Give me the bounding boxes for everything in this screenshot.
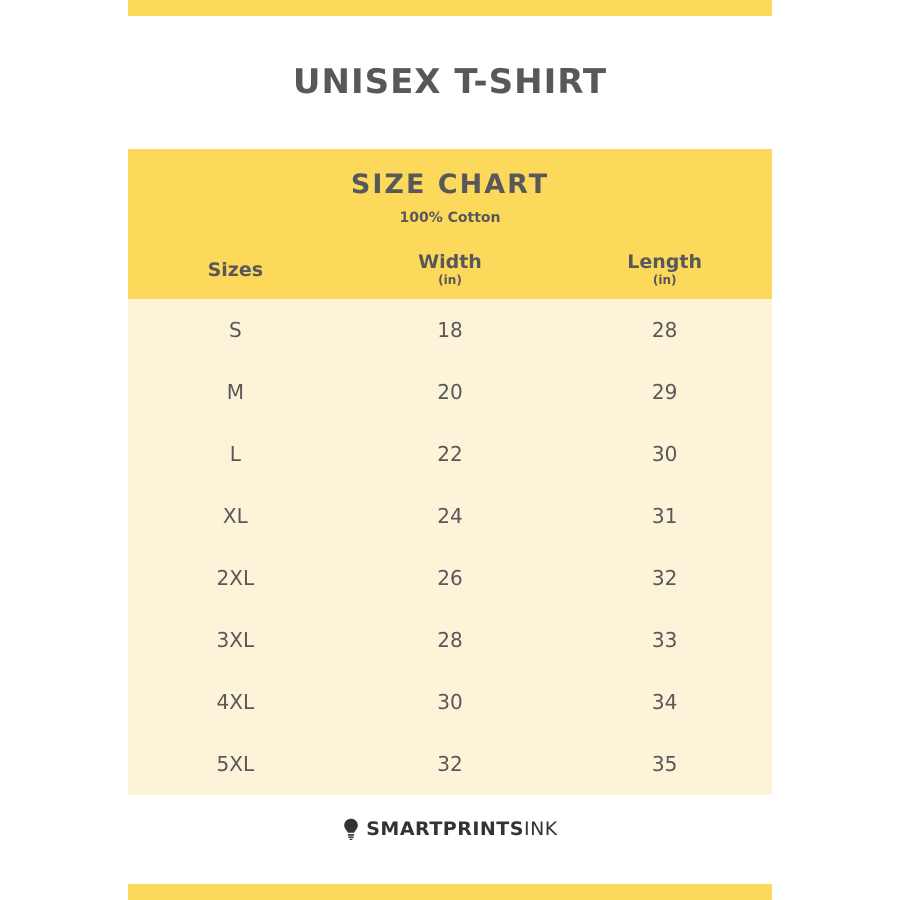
table-header-row bbox=[128, 242, 772, 299]
cell-width: 22 bbox=[343, 423, 558, 485]
table-row bbox=[128, 299, 772, 361]
cell-size: 5XL bbox=[128, 733, 343, 795]
cell-size: S bbox=[128, 299, 343, 361]
table-row bbox=[128, 671, 772, 733]
column-header-width bbox=[343, 242, 558, 299]
cell-size: XL bbox=[128, 485, 343, 547]
cell-length: 32 bbox=[557, 547, 772, 609]
column-header-length-label: Length bbox=[627, 251, 703, 274]
cell-width: 28 bbox=[343, 609, 558, 671]
brand-name-bold: SMARTPRINTS bbox=[366, 818, 524, 840]
cell-width: 24 bbox=[343, 485, 558, 547]
chart-heading: SIZE CHART bbox=[350, 169, 550, 200]
table-row bbox=[128, 733, 772, 795]
cell-length: 28 bbox=[557, 299, 772, 361]
column-header-length bbox=[557, 242, 772, 299]
cell-length: 35 bbox=[557, 733, 772, 795]
table-row bbox=[128, 361, 772, 423]
column-header-sizes bbox=[128, 242, 343, 299]
chart-header bbox=[128, 149, 772, 242]
column-header-width-label: Width bbox=[418, 251, 482, 274]
size-chart-container bbox=[128, 149, 772, 795]
cell-length: 29 bbox=[557, 361, 772, 423]
cell-width: 26 bbox=[343, 547, 558, 609]
table-header bbox=[128, 242, 772, 299]
cell-length: 31 bbox=[557, 485, 772, 547]
cell-width: 30 bbox=[343, 671, 558, 733]
top-accent-bar bbox=[128, 0, 772, 16]
cell-width: 18 bbox=[343, 299, 558, 361]
column-header-width-unit: (in) bbox=[438, 273, 462, 288]
cell-width: 32 bbox=[343, 733, 558, 795]
table-row bbox=[128, 485, 772, 547]
table-row bbox=[128, 609, 772, 671]
cell-size: L bbox=[128, 423, 343, 485]
cell-length: 34 bbox=[557, 671, 772, 733]
cell-length: 30 bbox=[557, 423, 772, 485]
lightbulb-icon bbox=[342, 818, 360, 840]
table-body bbox=[128, 299, 772, 795]
cell-size: 3XL bbox=[128, 609, 343, 671]
table-row bbox=[128, 423, 772, 485]
bottom-accent-bar bbox=[128, 884, 772, 900]
brand-name bbox=[366, 818, 558, 840]
page-title: UNISEX T-SHIRT bbox=[292, 62, 608, 102]
cell-length: 33 bbox=[557, 609, 772, 671]
cell-size: 4XL bbox=[128, 671, 343, 733]
cell-size: 2XL bbox=[128, 547, 343, 609]
size-table bbox=[128, 242, 772, 795]
cell-width: 20 bbox=[343, 361, 558, 423]
cell-size: M bbox=[128, 361, 343, 423]
chart-subheading: 100% Cotton bbox=[399, 210, 501, 226]
footer-logo bbox=[0, 818, 900, 840]
column-header-sizes-label: Sizes bbox=[207, 259, 264, 282]
brand-name-light: INK bbox=[523, 818, 558, 840]
table-row bbox=[128, 547, 772, 609]
column-header-length-unit: (in) bbox=[652, 273, 677, 288]
